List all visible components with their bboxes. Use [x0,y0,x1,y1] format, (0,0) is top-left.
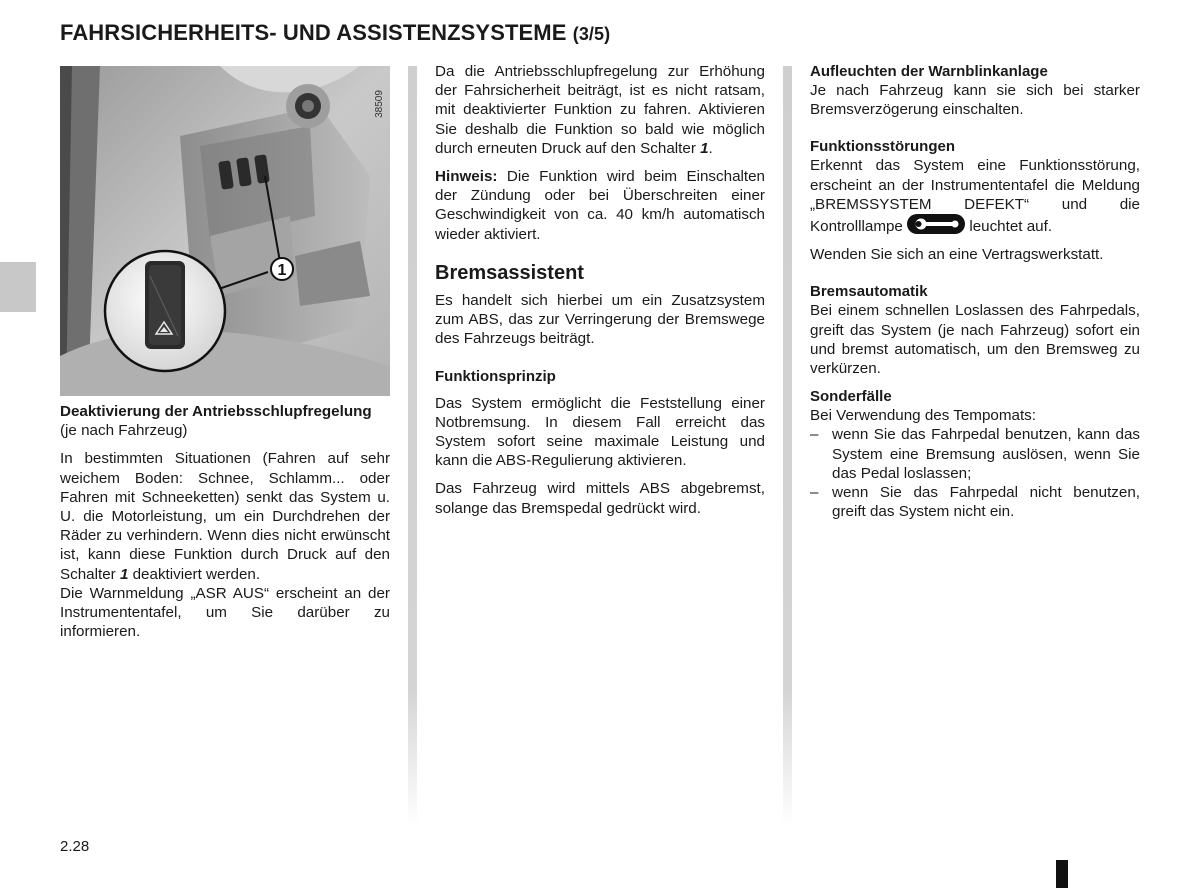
wrench-warning-icon [907,214,965,234]
paragraph-traction-off: In bestimmten Situationen (Fahren auf sehr weichem Boden: Schnee, Schlamm... oder Fahren mit Schneeketten) senkt das System u. U. die Motorleistung, um ein Durchdrehen der Räder zu verhindern. Wenn dies nicht erwünscht ist, kann diese Funktion durch Druck auf den Schalter 1 deaktiviert werden. [60,450,390,583]
column-3 [810,62,1140,521]
heading-warnblinkanlage: Aufleuchten der Warnblinkanlage [810,63,1048,80]
paragraph-asr-message: Die Warnmeldung „ASR AUS“ erscheint an der Instrumententafel, um Sie darüber zu informieren. [60,584,390,641]
paragraph-automatic: Bei einem schnellen Loslassen des Fahrpedals, greift das System (je nach Fahrzeug) sofort ein und bremst automatisch, um den Bremsweg zu verkürzen. [810,302,1140,378]
special-cases-list [810,425,1140,521]
paragraph-principle: Das System ermöglicht die Feststellung einer Notbremsung. In diesem Fall erreicht das System sofort seine maximale Leistung und kann die ABS-Regulierung aktivieren. [435,394,765,470]
note-label: Hinweis: [435,168,498,186]
column-divider-2 [783,66,792,826]
title-text: FAHRSICHERHEITS- UND ASSISTENZSYSTEME [60,20,567,45]
column-divider-1 [408,66,417,826]
column-1 [60,402,390,650]
heading-sonderfaelle: Sonderfälle [810,388,892,406]
note-paragraph: Hinweis: Die Funktion wird beim Einschalten der Zündung oder bei Überschreiten einer Geschwindigkeit von ca. 40 km/h automatisch wieder aktiviert. [435,168,765,243]
caption-heading: Deaktivierung der Antriebsschlupfregelung [60,403,372,420]
page-number: 2.28 [60,838,90,855]
figure-ref: 38509 [374,90,385,118]
list-item: – wenn Sie das Fahrpedal nicht benutzen, greift das System nicht ein. [810,483,1140,521]
paragraph-abs: Das Fahrzeug wird mittels ABS abgebremst, solange das Bremspedal gedrückt wird. [435,480,765,517]
column-2 [435,62,765,527]
paragraph-fault: Erkennt das System eine Funktionsstörung, erscheint an der Instrumententafel die Meldung „BREMSSYSTEM DEFEKT“ und die Kontrolllampe leuchtet auf. [810,157,1140,236]
switch-illustration [60,66,390,396]
list-item: – wenn Sie das Fahrpedal benutzen, kann das System eine Bremsung auslösen, wenn Sie das Pedal loslassen; [810,425,1140,483]
edge-marker [1056,860,1068,888]
title-part: (3/5) [572,24,611,44]
special-intro: Bei Verwendung des Tempomats: [810,407,1036,425]
section-intro: Es handelt sich hierbei um ein Zusatzsystem zum ABS, das zur Verringerung der Bremswege des Fahrzeugs beiträgt. [435,292,765,348]
page-title [60,20,610,46]
paragraph-reactivate: Da die Antriebsschlupfregelung zur Erhöhung der Fahrsicherheit beiträgt, ist es nicht ratsam, mit deaktivierter Funktion zu fahren. Aktivieren Sie deshalb die Funktion so bald wie möglich durch erneuten Druck auf den Schalter 1. [435,63,765,157]
heading-funktionsstoerungen: Funktionsstörungen [810,138,955,156]
heading-bremsautomatik: Bremsautomatik [810,283,928,301]
callout-1: 1 [277,262,287,279]
section-title-bremsassistent: Bremsassistent [435,261,584,284]
chapter-tab [0,262,36,312]
caption-note: (je nach Fahrzeug) [60,422,188,440]
paragraph-workshop: Wenden Sie sich an eine Vertragswerkstatt. [810,246,1104,264]
paragraph-hazard: Je nach Fahrzeug kann sie sich bei starker Bremsverzögerung einschalten. [810,82,1140,119]
heading-funktionsprinzip: Funktionsprinzip [435,367,556,385]
